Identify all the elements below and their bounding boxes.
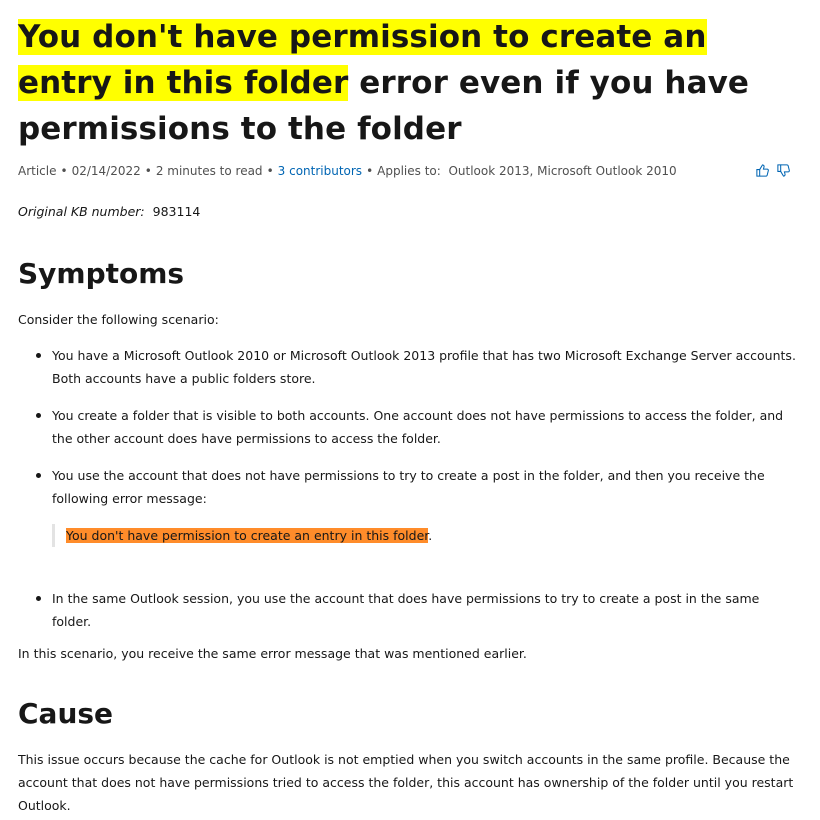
meta-separator: •: [366, 164, 374, 178]
kb-value: 983114: [152, 204, 201, 219]
title-rest: error even if you have permissions to the folder: [18, 65, 750, 147]
symptoms-list: [18, 344, 798, 633]
article-date: 02/14/2022: [71, 164, 141, 178]
thumbs-down-icon[interactable]: [776, 163, 791, 178]
error-message-quote: [52, 524, 798, 547]
symptoms-intro: Consider the following scenario:: [18, 312, 219, 327]
meta-separator: •: [144, 164, 152, 178]
article-metadata: [18, 164, 758, 178]
read-time: 2 minutes to read: [155, 164, 263, 178]
list-item: In the same Outlook session, you use the account that does have permissions to try to create a post in the same folder.: [18, 587, 798, 633]
article-type: Article: [18, 164, 57, 178]
applies-to-label: Applies to:: [377, 164, 441, 178]
meta-separator: •: [266, 164, 274, 178]
symptoms-outro: In this scenario, you receive the same error message that was mentioned earlier.: [18, 646, 527, 661]
error-message-period: .: [428, 528, 433, 543]
title-highlighted: You don't have permission to create an entry in this folder: [18, 19, 707, 101]
kb-label: Original KB number:: [18, 204, 145, 219]
symptoms-heading: Symptoms: [18, 257, 185, 290]
list-item: You have a Microsoft Outlook 2010 or Microsoft Outlook 2013 profile that has two Microsoft Exchange Server accounts. Both accounts have a public folders store.: [18, 344, 798, 404]
cause-text: This issue occurs because the cache for Outlook is not emptied when you switch accounts in the same profile. Because the account that does not have permissions tried to access the folder, this account has ownership of the folder until you restart Outlook.: [18, 752, 794, 813]
thumbs-up-icon[interactable]: [755, 163, 770, 178]
list-item: [18, 464, 798, 587]
feedback-buttons: [755, 163, 791, 178]
list-item: You create a folder that is visible to both accounts. One account does not have permissions to access the folder, and the other account does have permissions to access the folder.: [18, 404, 798, 464]
list-item-text: You use the account that does not have permissions to try to create a post in the folder, and then you receive the following error message:: [52, 468, 765, 506]
page-title: [18, 14, 808, 152]
meta-separator: •: [60, 164, 68, 178]
contributors-link[interactable]: 3 contributors: [277, 164, 363, 178]
applies-to-value: Outlook 2013, Microsoft Outlook 2010: [448, 164, 677, 178]
cause-heading: Cause: [18, 697, 114, 730]
kb-number: [18, 204, 200, 219]
error-message: You don't have permission to create an entry in this folder: [66, 528, 429, 543]
